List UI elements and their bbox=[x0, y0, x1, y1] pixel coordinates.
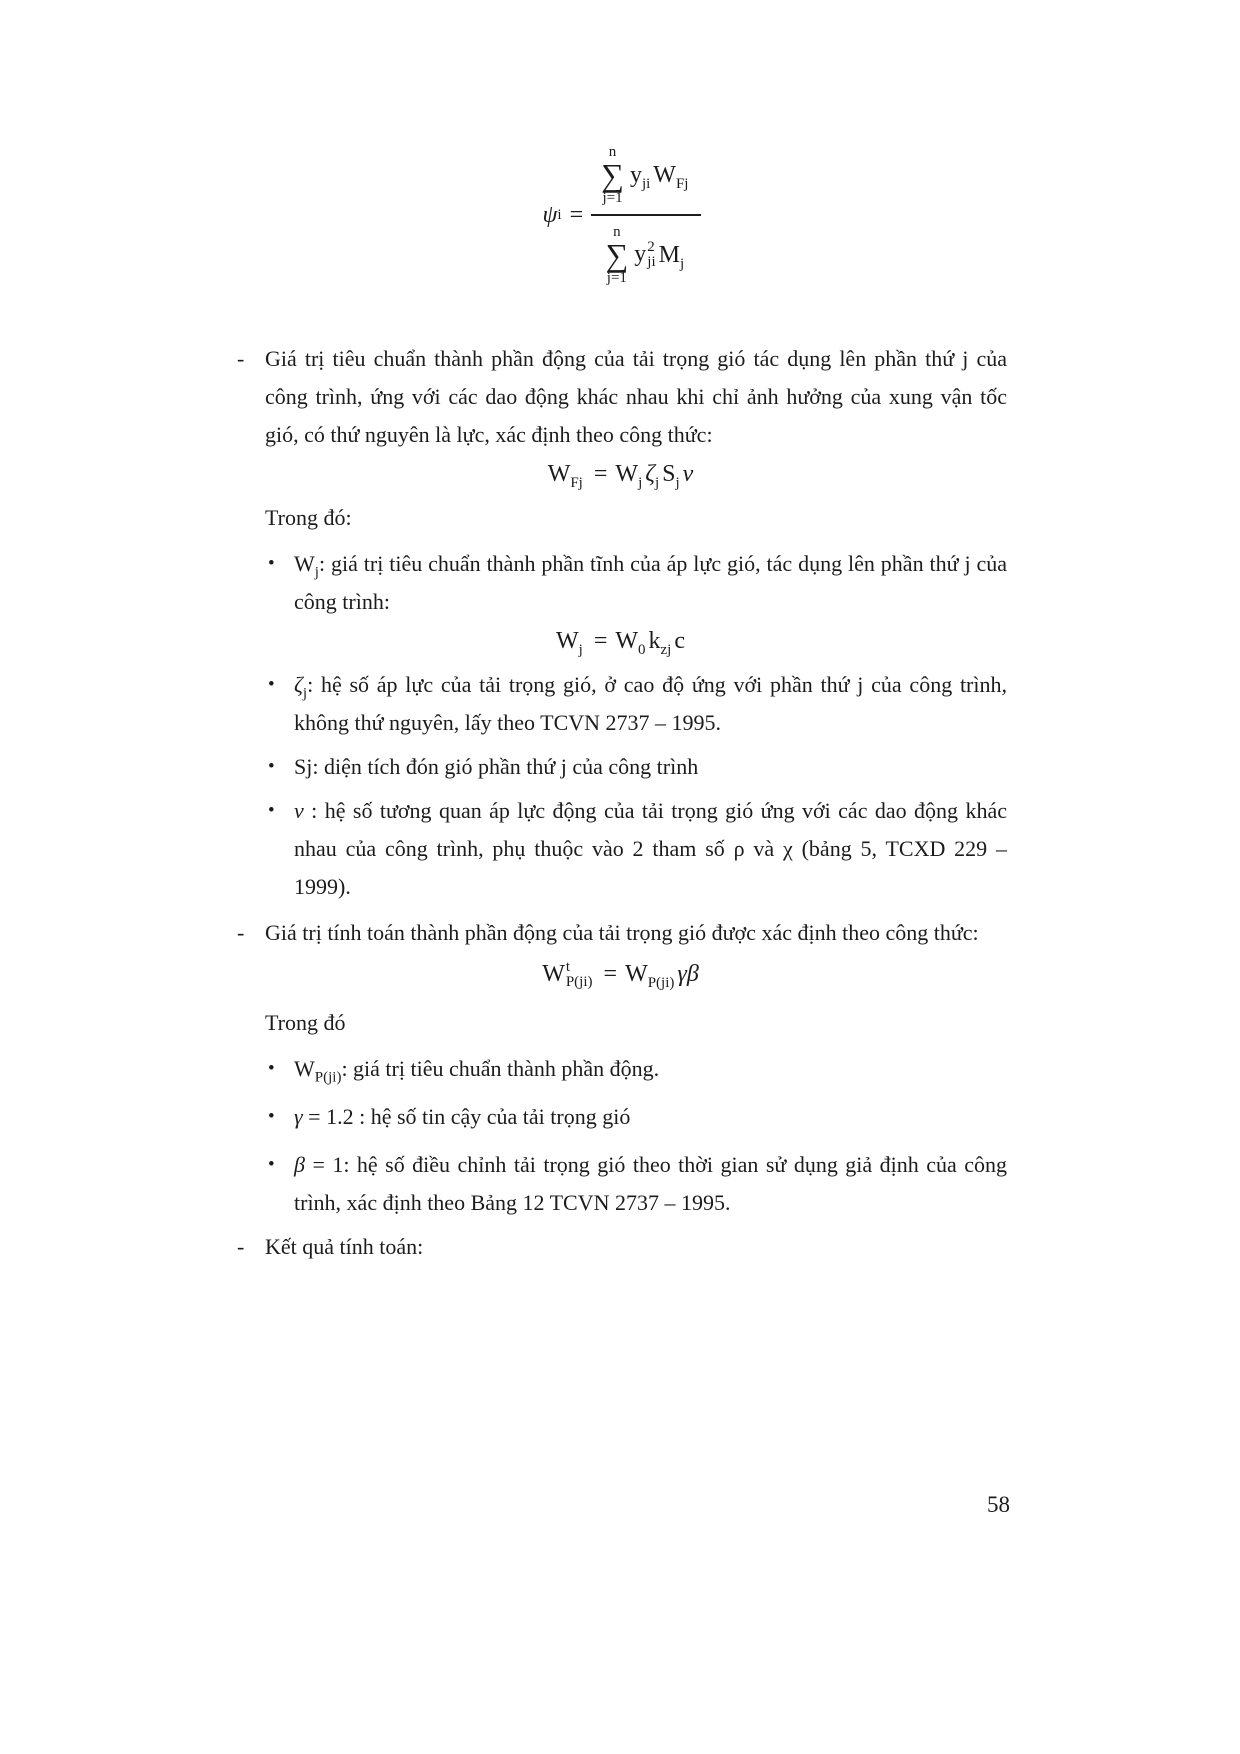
equals-sign: = bbox=[593, 461, 608, 487]
lhs-wj: $W_j$ bbox=[555, 627, 583, 658]
bullet-icon: • bbox=[268, 799, 275, 821]
bullet-icon: • bbox=[268, 673, 275, 695]
list-item-text: ν : hệ số tương quan áp lực động của tải trọng gió ứng với các dao động khác nhau của công trình, phụ thuộc vào 2 tham số ρ và χ (bảng 5, TCXD 229 – 1999). bbox=[294, 797, 1007, 899]
equals-sign: = bbox=[593, 627, 608, 654]
gamma-symbol: γ bbox=[294, 1104, 303, 1130]
list-item-sj bbox=[268, 748, 1007, 786]
paragraph-design-dynamic-value bbox=[237, 914, 1007, 952]
sum-lower-limit: j=1 bbox=[606, 270, 627, 286]
formula-psi bbox=[237, 142, 1007, 288]
label-trong-do-2: Trong đó bbox=[265, 1010, 346, 1036]
lhs-wfj: $W_{Fj}$ bbox=[547, 461, 583, 491]
term-mj: $M_j$ bbox=[658, 241, 685, 272]
term-kzj: $k_{zj}$ bbox=[648, 627, 672, 658]
sigma-icon: ∑ bbox=[605, 237, 629, 273]
fraction-denominator bbox=[595, 216, 697, 288]
term-yji: $y_{ji}$ bbox=[629, 161, 651, 192]
term-c: c bbox=[674, 627, 685, 654]
term-nu: ν bbox=[682, 461, 694, 487]
bullet-icon: • bbox=[268, 1106, 275, 1128]
wj-symbol: W bbox=[294, 550, 315, 576]
beta-symbol: β bbox=[294, 1152, 305, 1178]
paragraph-results bbox=[237, 1228, 1007, 1266]
list-item-text: $\zeta_j$: hệ số áp lực của tải trọng gió, ở cao độ ứng với phần thứ j của công trình, không thứ nguyên, lấy theo TCVN 2737 – 1995. bbox=[294, 671, 1007, 735]
sum-symbol bbox=[605, 224, 628, 286]
formula-wfj bbox=[237, 460, 1007, 489]
term-gamma-beta: γβ bbox=[677, 961, 699, 988]
wpji-symbol: W bbox=[294, 1056, 315, 1082]
paragraph-text: Giá trị tiêu chuẩn thành phần động của tải trọng gió tác dụng lên phần thứ j của công trình, ứng với các dao động khác nhau khi chỉ ảnh hưởng của xung vận tốc gió, có thứ nguyên là lực, xác định theo công thức: bbox=[265, 346, 1007, 447]
term-wfj: $W_{Fj}$ bbox=[653, 161, 689, 192]
equals-sign: = bbox=[569, 201, 584, 228]
list-item-nu bbox=[268, 792, 1007, 906]
page-number: 58 bbox=[987, 1492, 1010, 1517]
dash-marker: - bbox=[237, 919, 245, 945]
term-sj: $S_j$ bbox=[662, 461, 680, 491]
list-item-zetaj bbox=[268, 666, 1007, 742]
term-wpji: $W_{P(ji)}$ bbox=[625, 961, 675, 992]
bullet-icon: • bbox=[268, 755, 275, 777]
list-item-gamma bbox=[268, 1098, 1007, 1136]
list-item-text: Sj: diện tích đón gió phần thứ j của công trình bbox=[294, 753, 699, 779]
formula-wp bbox=[237, 960, 1007, 990]
paragraph-standard-dynamic-value bbox=[237, 340, 1007, 454]
list-item-wj bbox=[268, 545, 1007, 621]
lhs-wp: W t P(ji) bbox=[542, 959, 593, 991]
sigma-icon: ∑ bbox=[601, 157, 624, 193]
sum-lower-limit: j=1 bbox=[602, 190, 623, 206]
list-item-wpji bbox=[268, 1050, 1007, 1088]
bullet-icon: • bbox=[268, 1154, 275, 1176]
list-item-text: β = 1: hệ số điều chỉnh tải trọng gió theo thời gian sử dụng giả định của công trình, xác định theo Bảng 12 TCVN 2737 – 1995. bbox=[294, 1152, 1007, 1216]
dash-marker: - bbox=[237, 1234, 245, 1260]
list-item-text: $W_j$: giá trị tiêu chuẩn thành phần tĩnh của áp lực gió, tác dụng lên phần thứ j của công trình: bbox=[294, 550, 1007, 614]
list-item-text: γ = 1.2 : hệ số tin cậy của tải trọng gió bbox=[294, 1104, 631, 1130]
equals-sign: = bbox=[603, 961, 618, 988]
term-wj: $W_j$ bbox=[615, 461, 643, 491]
fraction-numerator bbox=[591, 142, 701, 216]
bullet-icon: • bbox=[268, 1058, 275, 1080]
nu-symbol: ν bbox=[294, 797, 304, 823]
list-item-beta bbox=[268, 1146, 1007, 1222]
term-yji-squared: y 2 ji bbox=[634, 239, 656, 271]
bullet-icon: • bbox=[268, 552, 275, 574]
zeta-symbol: ζ bbox=[294, 671, 303, 697]
term-w0: $W_0$ bbox=[615, 627, 646, 658]
list-item-text: $W_{P(ji)}$: giá trị tiêu chuẩn thành phần động. bbox=[294, 1056, 660, 1086]
paragraph-text: Giá trị tính toán thành phần động của tải trọng gió được xác định theo công thức: bbox=[265, 919, 979, 945]
formula-psi-lhs: ψ i = bbox=[542, 201, 584, 228]
psi-symbol: ψ bbox=[542, 201, 558, 228]
sum-upper-limit: n bbox=[608, 144, 617, 160]
fraction bbox=[591, 142, 701, 288]
formula-wj bbox=[237, 627, 1007, 656]
sum-upper-limit: n bbox=[613, 224, 621, 240]
label-trong-do-1: Trong đó: bbox=[265, 504, 352, 530]
paragraph-text: Kết quả tính toán: bbox=[265, 1234, 424, 1260]
term-zetaj: $\zeta_j$ bbox=[645, 461, 660, 491]
sum-symbol bbox=[601, 144, 624, 206]
dash-marker: - bbox=[237, 346, 245, 371]
